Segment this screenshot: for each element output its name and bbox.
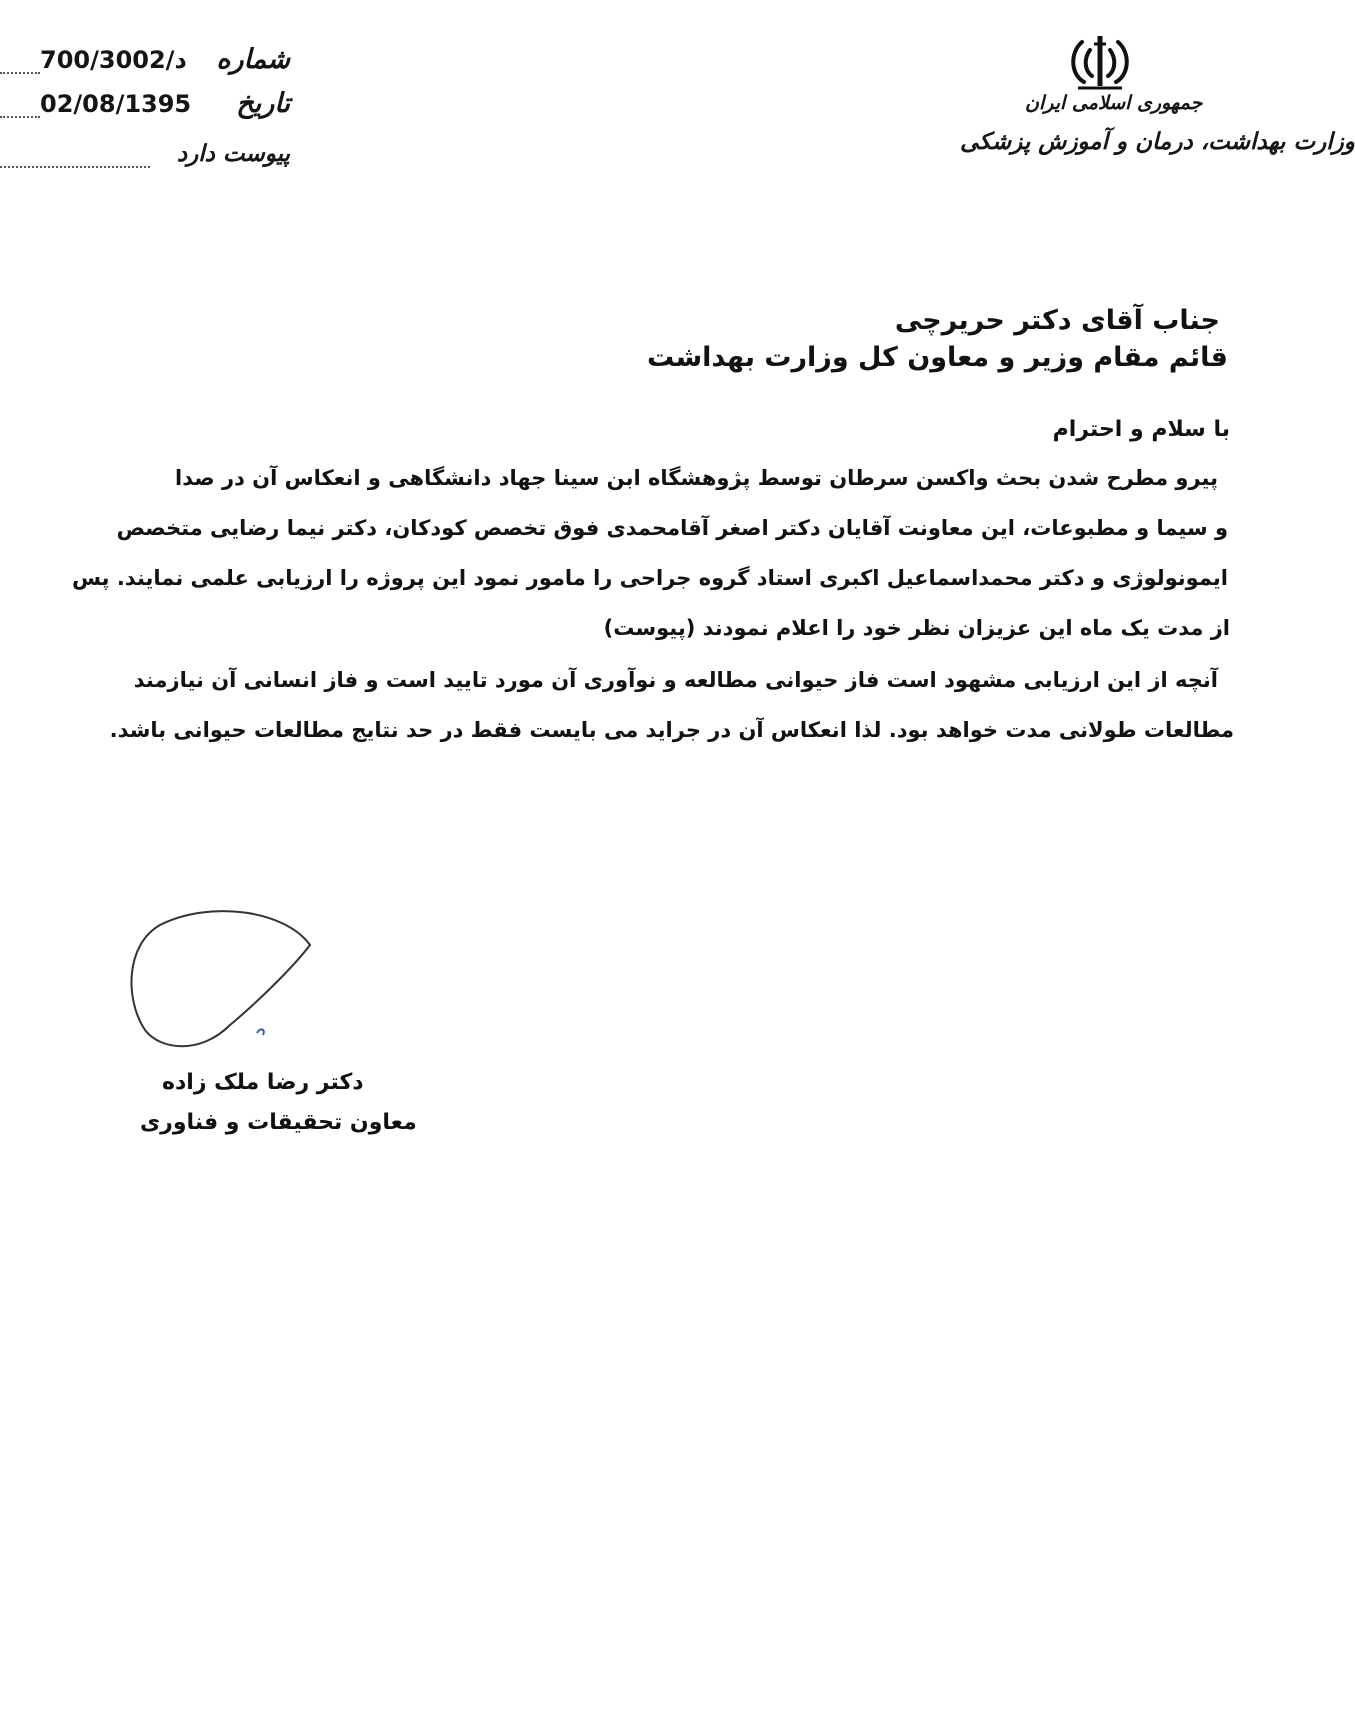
org-country: جمهوری اسلامی ایران	[1025, 92, 1203, 114]
letter-number-label: شماره	[216, 44, 290, 75]
letter-date-row	[0, 86, 290, 122]
body-line-6: مطالعات طولانی مدت خواهد بود. لذا انعکاس آن در جراید می بایست فقط در حد نتایج مطالعات حیوانی باشد.	[109, 718, 1234, 742]
letter-date-value: 02/08/1395	[40, 90, 192, 118]
letter-number-value: 700/د/3002	[40, 46, 187, 74]
body-line-3: ایمونولوژی و دکتر محمداسماعیل اکبری استاد گروه جراحی را مامور نمود این پروژه را ارزیابی علمی نمایند. پس	[71, 566, 1228, 590]
attachment-row	[0, 136, 290, 172]
handwritten-signature	[120, 905, 340, 1055]
dotted-leader	[0, 72, 40, 74]
attachment-label: پیوست دارد	[176, 140, 290, 167]
recipient-title: قائم مقام وزیر و معاون کل وزارت بهداشت	[647, 342, 1228, 373]
dotted-leader	[0, 116, 40, 118]
body-line-2: و سیما و مطبوعات، این معاونت آقایان دکتر اصغر آقامحمدی فوق تخصص کودکان، دکتر نیما رضایی متخصص	[116, 516, 1228, 540]
body-line-5: آنچه از این ارزیابی مشهود است فاز حیوانی مطالعه و نوآوری آن مورد تایید است و فاز انسانی آن نیازمند	[133, 668, 1218, 692]
body-line-4: از مدت یک ماه این عزیزان نظر خود را اعلام نمودند (پیوست)	[603, 616, 1230, 640]
iran-emblem-icon	[1060, 30, 1140, 92]
body-line-1: پیرو مطرح شدن بحث واکسن سرطان توسط پژوهشگاه ابن سینا جهاد دانشگاهی و انعکاس آن در صدا	[175, 466, 1218, 490]
greeting: با سلام و احترام	[1052, 417, 1230, 442]
recipient-name: جناب آقای دکتر حریرچی	[894, 305, 1220, 336]
org-ministry: وزارت بهداشت، درمان و آموزش پزشکی	[960, 128, 1355, 155]
signer-title: معاون تحقیقات و فناوری	[140, 1110, 417, 1135]
letter-number-row	[0, 42, 290, 78]
dotted-leader	[0, 166, 150, 168]
signer-name: دکتر رضا ملک زاده	[162, 1070, 364, 1095]
letter-date-label: تاریخ	[236, 88, 290, 119]
